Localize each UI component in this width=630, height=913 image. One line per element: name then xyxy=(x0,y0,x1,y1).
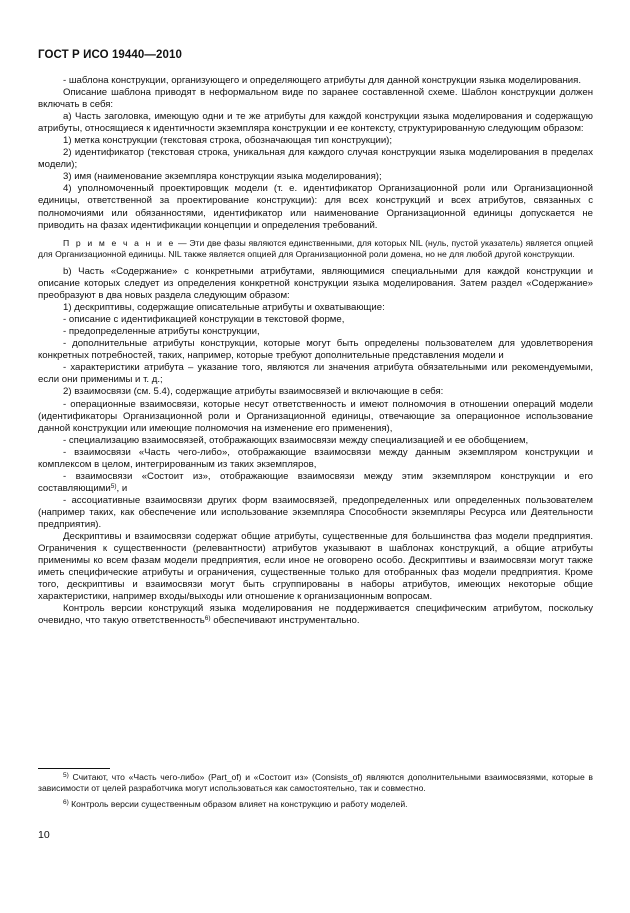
list-item: - описание с идентификацией конструкции в текстовой форме, xyxy=(63,314,345,326)
footnote-mark: 6) xyxy=(63,798,69,806)
paragraph: а) Часть заголовка, имеющую одни и те же атрибуты для каждой конструкции языка моделирования и содержащую атрибуты, относящиеся к идентичности экземпляра конструкции и ее контексту, структурированную следующим образом: xyxy=(38,111,593,135)
list-item: - ассоциативные взаимосвязи других форм взаимосвязей, предопределенных или определенных пользователем (например таких, как обеспечение или использование экземпляра Способности экземпляры Ресурса или Деятельности предприятия). xyxy=(38,494,593,530)
footnote-ref: 6) xyxy=(204,615,211,623)
note-text: — Эти две фазы являются единственными, для которых NIL (нуль, пустой указатель) является опцией для Организационной единицы. NIL также является опцией для Организационной роли домена, но не для любой другой конструкции. xyxy=(38,237,594,259)
page-number: 10 xyxy=(38,829,50,841)
paragraph-tail: обеспечивают инструментально. xyxy=(210,615,360,627)
footnotes xyxy=(38,772,593,810)
list-item: 4) уполномоченный проектировщик модели (т. е. идентификатор Организационной роли или Организационной единицы, ответственной за проектирование конструкции): для всех конструкций и всех атрибутов, связанных с полномочиями или обязанностями, идентификатор или наименование Организационной единицы допускается не приводить на фазах идентификации концепции и определения требований. xyxy=(38,183,593,231)
list-item: - дополнительные атрибуты конструкции, которые могут быть определены пользователем для удовлетворения конкретных потребностей, таких, например, которые требуют дополнительные представления модели и xyxy=(38,338,593,362)
footnote-text: Считают, что «Часть чего-либо» (Part_of) и «Состоит из» (Consists_of) являются дополнительными взаимосвязями, которые в зависимости от целей разработчика могут использоваться как самостоятельно, так и совместно. xyxy=(38,772,593,794)
list-item: 2) идентификатор (текстовая строка, уникальная для каждого случая конструкции языка моделирования в пределах модели); xyxy=(38,147,593,171)
list-item: - операционные взаимосвязи, которые несут ответственность и имеют полномочия в отношении операций модели (идентификаторы Организационной роли и Организационной единицы, отвечающие за операционное использование данной конструкции или имеющие полномочия на изменение его применения), xyxy=(38,398,593,434)
paragraph: Дескриптивы и взаимосвязи содержат общие атрибуты, существенные для большинства фаз модели предприятия. Ограничения к существенности (релевантности) атрибутов указывают в шаблонах конструкций, а общие атрибуты применимы ко всем фазам модели предприятия, если иное не оговорено особо. Дескриптивы и взаимосвязи могут также иметь специфические атрибуты и ограничения, существенные только для отобранных фаз модели предприятия. Кроме того, дескриптивы и взаимосвязи могут быть сгруппированы в наборы атрибутов, имеющих некоторые общие характеристики, например входы/выходы или отношение к организационным вопросам. xyxy=(38,531,593,603)
list-item: 2) взаимосвязи (см. 5.4), содержащие атрибуты взаимосвязей и включающие в себя: xyxy=(63,386,444,398)
note-label: П р и м е ч а н и е xyxy=(63,237,176,248)
list-item-tail: , и xyxy=(116,482,128,494)
list-item: - специализацию взаимосвязей, отображающих взаимосвязи между специализацией и ее обобщением, xyxy=(63,434,529,446)
paragraph: - шаблона конструкции, организующего и определяющего атрибуты для данной конструкции языка моделирования. xyxy=(63,75,581,86)
footnote-separator xyxy=(38,768,110,769)
list-item: 1) метка конструкции (текстовая строка, обозначающая тип конструкции); xyxy=(63,135,393,147)
paragraph-text: Контроль версии конструкций языка моделирования не поддерживается специфическим атрибутом, поскольку очевидно, что такую ответственность xyxy=(38,603,593,627)
footnote xyxy=(38,799,593,810)
paragraph: Описание шаблона приводят в неформальном виде по заранее составленной схеме. Шаблон конструкции должен включать в себя: xyxy=(38,87,593,111)
footnote-text: Контроль версии существенным образом влияет на конструкцию и работу моделей. xyxy=(68,798,408,809)
list-item xyxy=(38,471,593,495)
list-item: 1) дескриптивы, содержащие описательные атрибуты и охватывающие: xyxy=(63,302,385,314)
list-item: - предопределенные атрибуты конструкции, xyxy=(63,326,260,338)
footnote-mark: 5) xyxy=(63,772,69,779)
footnote xyxy=(38,772,593,795)
list-item: 3) имя (наименование экземпляра конструкции языка моделирования); xyxy=(63,171,382,183)
list-item: - характеристики атрибута – указание того, являются ли значения атрибута обязательными или рекомендуемыми, если они применимы и т. д.; xyxy=(38,362,593,386)
paragraph xyxy=(38,603,593,627)
page-header-standard-code: ГОСТ Р ИСО 19440—2010 xyxy=(38,49,183,61)
main-text xyxy=(38,75,593,627)
note-paragraph xyxy=(38,238,593,260)
list-item-text: - взаимосвязи «Состоит из», отображающие взаимосвязи между этим экземпляром конструкции и его составляющими xyxy=(38,470,593,494)
paragraph: b) Часть «Содержание» с конкретными атрибутами, являющимися специальными для каждой конструкции и описание которых следует из определения конкретной конструкции языка моделирования. Затем раздел «Содержание» преобразуют в два новых раздела следующим образом: xyxy=(38,266,593,302)
footnote-ref: 5) xyxy=(110,482,117,490)
list-item: - взаимосвязи «Часть чего-либо», отображающие взаимосвязи между данным экземпляром конструкции и комплексом в целом, интегрированным из таких экземпляров, xyxy=(38,446,593,470)
